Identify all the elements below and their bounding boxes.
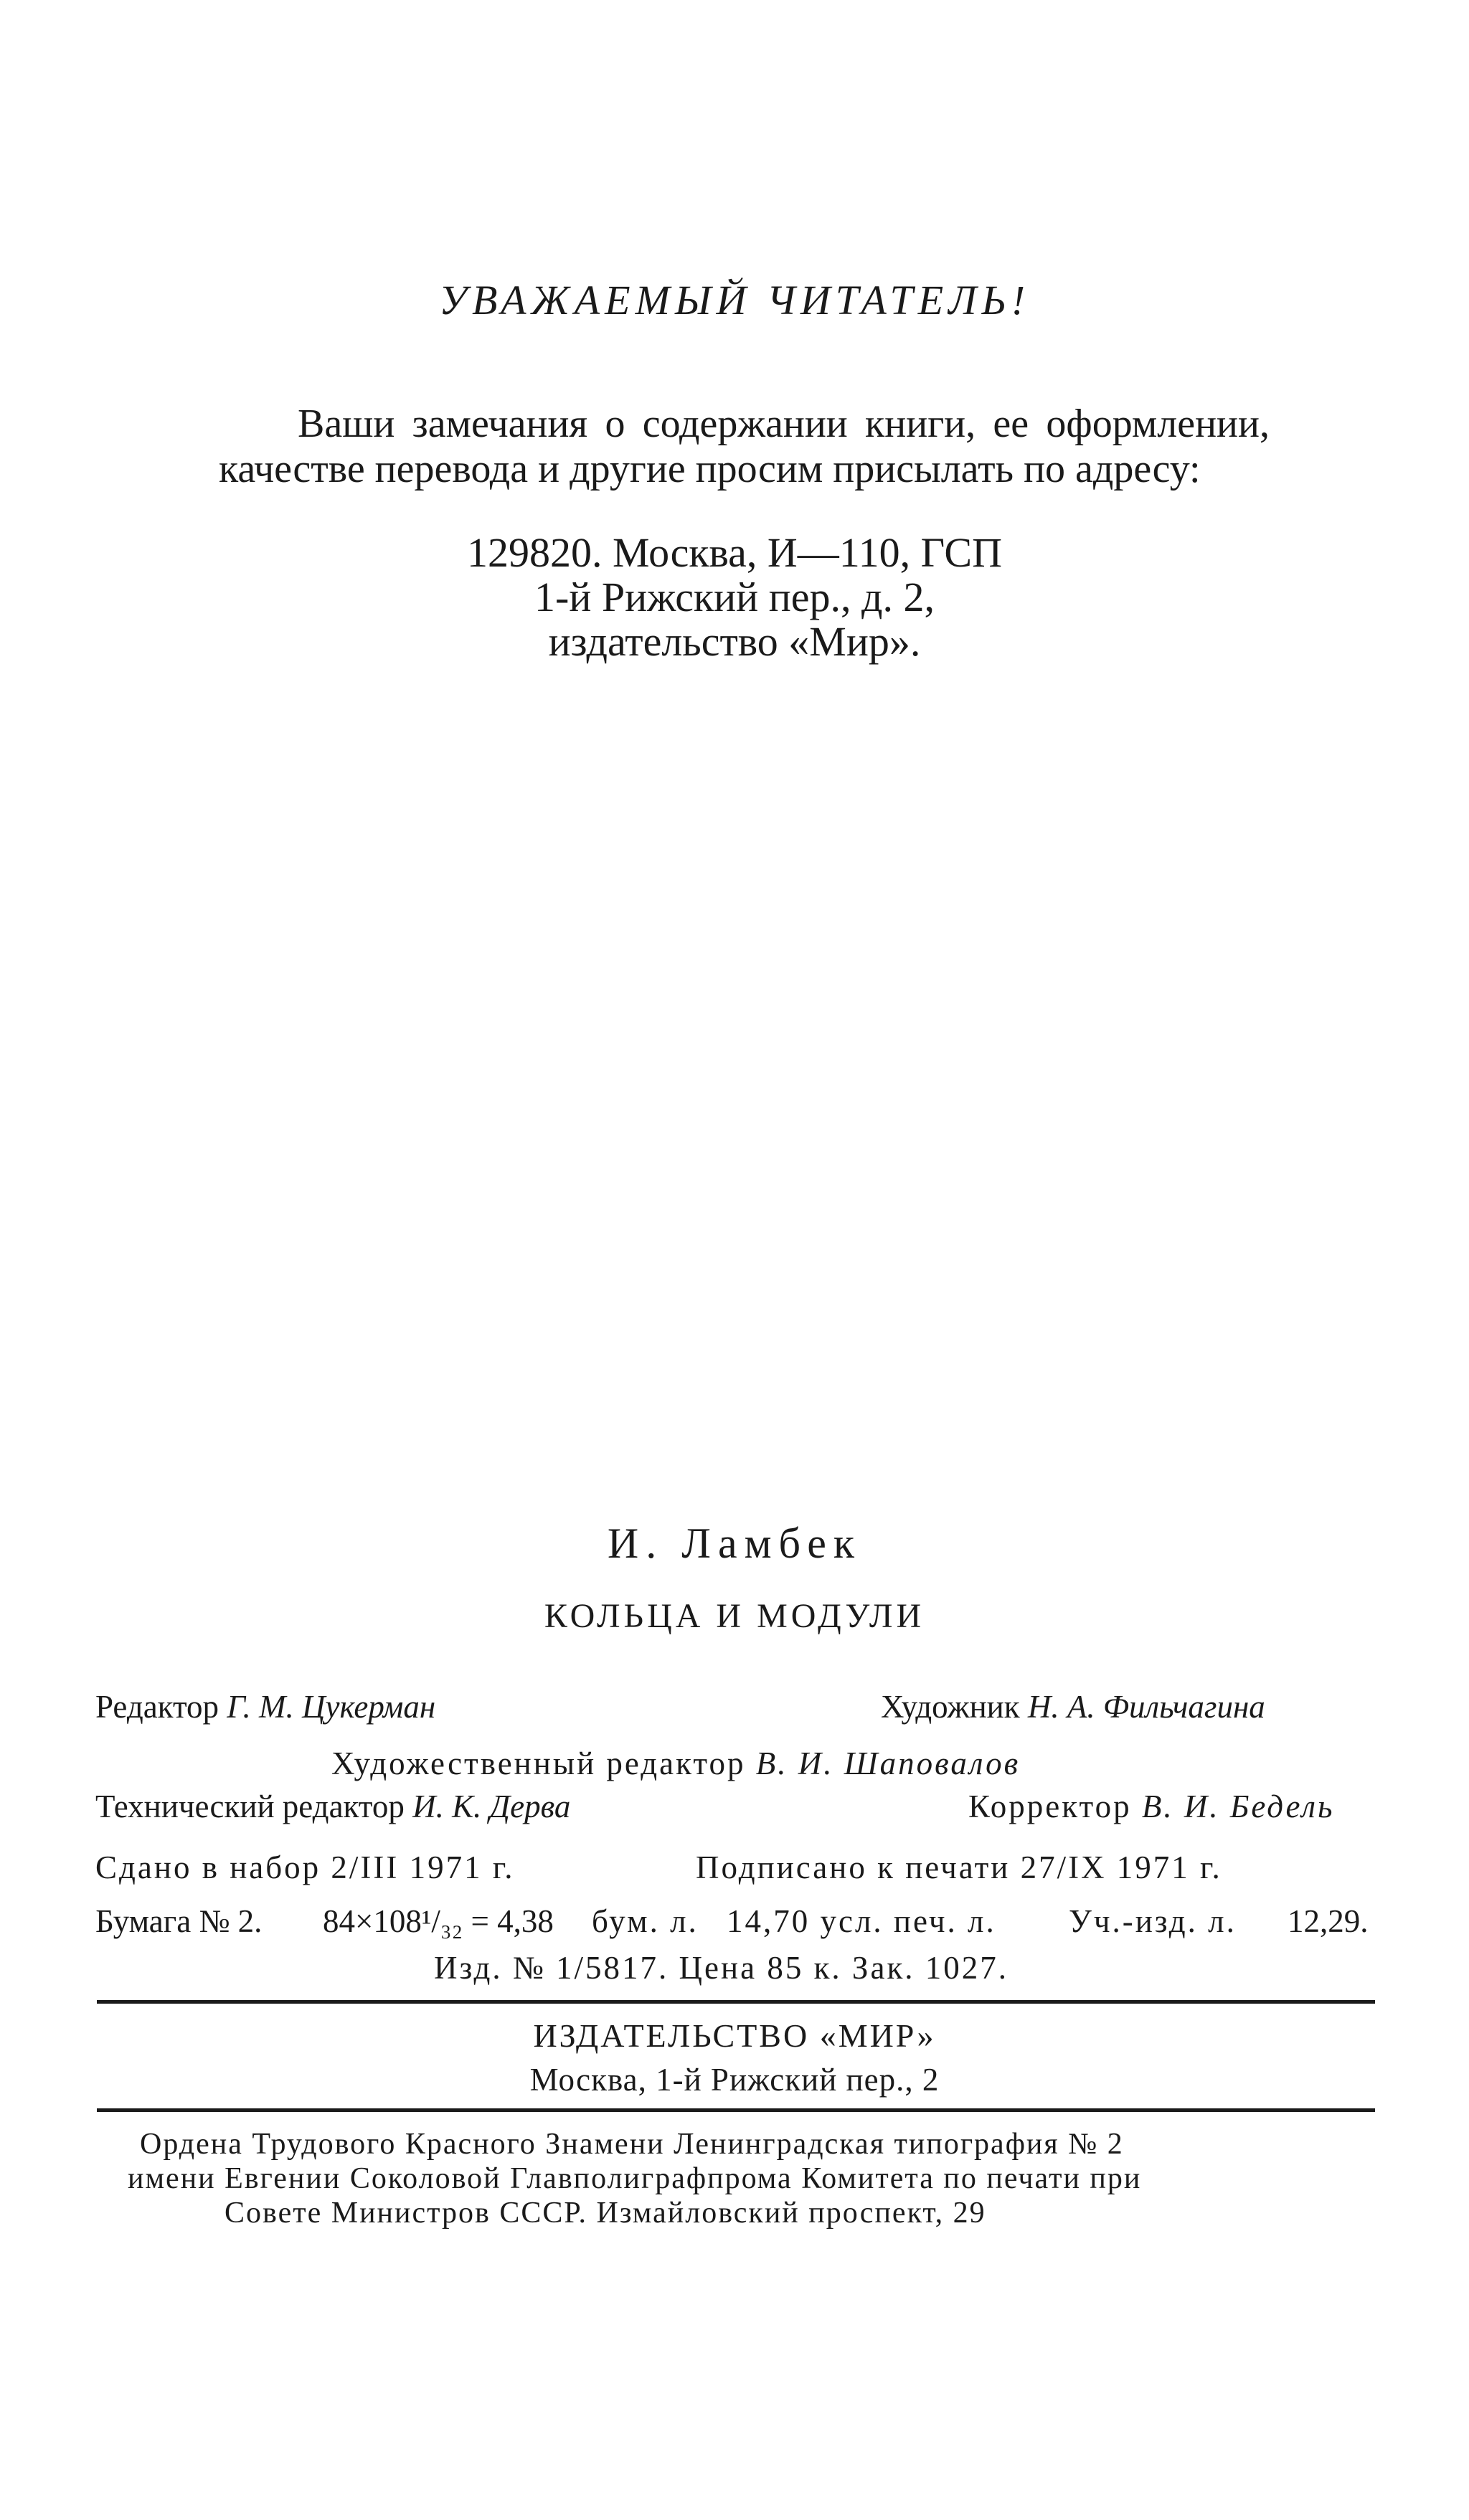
art-editor-label: Художественный редактор [331, 1745, 746, 1781]
printer-line-3: Совете Министров СССР. Измайловский проспект, 29 [225, 2197, 986, 2230]
typeset-date: Сдано в набор 2/III 1971 г. [95, 1849, 515, 1885]
book-title: КОЛЬЦА И МОДУЛИ [544, 1597, 925, 1635]
editor-name: Г. М. Цукерман [227, 1689, 436, 1725]
address-line-1: 129820. Москва, И—110, ГСП [467, 529, 1002, 576]
corrector-credit [968, 1788, 1335, 1825]
reader-notice-paragraph: Ваши замечания о содержании книги, ее оформлении, качестве перевода и другие просим присылать по адресу: [219, 402, 1270, 491]
corrector-label: Корректор [968, 1789, 1132, 1824]
editor-credit [95, 1688, 435, 1725]
paper-info [95, 1903, 262, 1940]
reader-notice-text [219, 402, 1270, 492]
divider-bottom [97, 2108, 1375, 2112]
printer-line-1: Ордена Трудового Красного Знамени Ленинградская типография № 2 [140, 2128, 1124, 2161]
reader-notice-heading: УВАЖАЕМЫЙ ЧИТАТЕЛЬ! [438, 277, 1031, 323]
paper-label: Бумага № 2. [95, 1903, 263, 1939]
address-line-3: издательство «Мир». [548, 618, 921, 665]
tech-editor-name: И. К. Дерва [412, 1789, 571, 1824]
editor-label: Редактор [95, 1689, 219, 1725]
book-author: И. Ламбек [607, 1520, 862, 1567]
tech-editor-label: Технический редактор [95, 1789, 405, 1824]
printer-line-2: имени Евгении Соколовой Главполиграфпрома Комитета по печати при [128, 2162, 1142, 2195]
pub-sheets-label: Уч.-изд. л. [1069, 1903, 1237, 1939]
artist-name: Н. А. Фильчагина [1027, 1689, 1265, 1725]
art-editor-credit [331, 1745, 1020, 1782]
corrector-name: В. И. Бедель [1141, 1789, 1335, 1824]
order-line: Изд. № 1/5817. Цена 85 к. Зак. 1027. [434, 1950, 1009, 1986]
address-line-2: 1-й Рижский пер., д. 2, [534, 574, 935, 620]
art-editor-name: В. И. Шаповалов [755, 1745, 1021, 1781]
tech-editor-credit [95, 1788, 570, 1825]
publisher-address: Москва, 1-й Рижский пер., 2 [529, 2062, 940, 2098]
print-sheets: 14,70 усл. печ. л. [727, 1903, 996, 1939]
artist-label: Художник [881, 1689, 1020, 1725]
publisher-name: ИЗДАТЕЛЬСТВО «МИР» [533, 2017, 936, 2054]
pub-sheets-value: 12,29. [1288, 1903, 1369, 1939]
paper-sheets: бум. л. [592, 1903, 699, 1939]
signed-date: Подписано к печати 27/IX 1971 г. [696, 1849, 1222, 1885]
artist-credit [881, 1688, 1265, 1725]
divider-top [97, 2000, 1375, 2004]
paper-format: 84×108¹/₃₂ = 4,38 [323, 1903, 554, 1939]
